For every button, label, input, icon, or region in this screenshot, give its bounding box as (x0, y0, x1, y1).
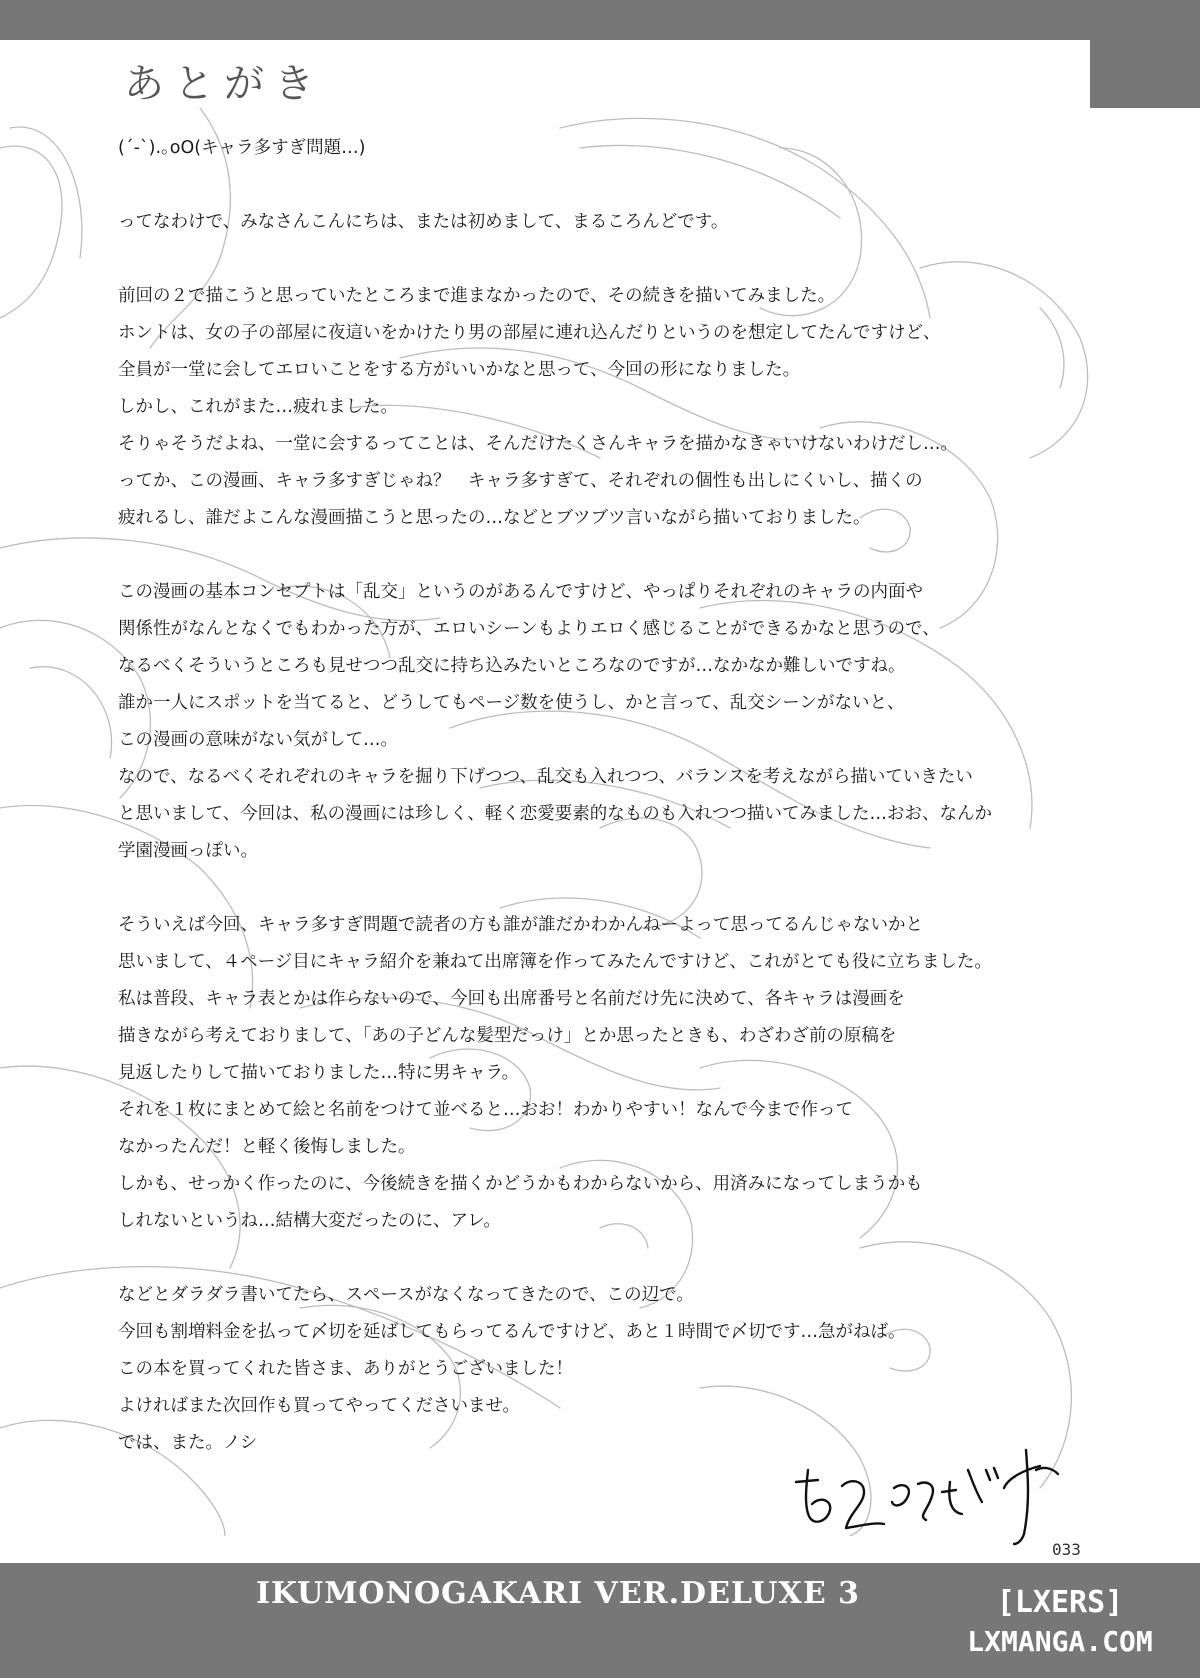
body-line: そりゃそうだよね、一堂に会するってことは、そんだけたくさんキャラを描かなきゃいけないわけだし…。 (118, 434, 958, 454)
body-line: 誰か一人にスポットを当てると、どうしてもページ数を使うし、かと言って、乱交シーンがないと、 (118, 693, 905, 713)
body-line: しかも、せっかく作ったのに、今後続きを描くかどうかもわからないから、用済みになってしまうかも (118, 1174, 923, 1194)
body-line: 思いまして、４ページ目にキャラ紹介を兼ねて出席簿を作ってみたんですけど、これがとても役に立ちました。 (118, 952, 992, 972)
body-line (118, 1240, 1048, 1277)
afterword-body (118, 130, 1048, 1462)
body-line (118, 870, 1048, 907)
handwritten-signature (790, 1440, 1070, 1550)
page-number: 033 (1052, 1540, 1081, 1559)
body-line: この本を買ってくれた皆さま、ありがとうございました！ (118, 1359, 573, 1379)
body-line: なかったんだ！と軽く後悔しました。 (118, 1137, 416, 1157)
body-line: 描きながら考えておりまして、「あの子どんな髪型だっけ」とか思ったときも、わざわざ前の原稿を (118, 1026, 897, 1046)
body-line: ってなわけで、みなさんこんにちは、または初めまして、まるころんどです。 (118, 212, 729, 232)
body-line: この漫画の意味がない気がして…。 (118, 730, 398, 750)
body-line: なので、なるべくそれぞれのキャラを掘り下げつつ、乱交も入れつつ、バランスを考えながら描いていきたい (118, 767, 973, 787)
body-line: (´-`).｡oO(キャラ多すぎ問題…) (118, 138, 366, 158)
body-line: ホントは、女の子の部屋に夜這いをかけたり男の部屋に連れ込んだりというのを想定してたんですけど、 (118, 323, 941, 343)
body-line: 全員が一堂に会してエロいことをする方がいいかなと思って、今回の形になりました。 (118, 360, 801, 380)
body-line: そういえば今回、キャラ多すぎ問題で読者の方も誰が誰だかわかんねーよって思ってるんじゃないかと (118, 915, 923, 935)
body-line: 見返したりして描いておりました…特に男キャラ。 (118, 1063, 520, 1083)
body-line: しかし、これがまた…疲れました。 (118, 397, 398, 417)
body-line: 疲れるし、誰だよこんな漫画描こうと思ったの…などとブツブツ言いながら描いておりました。 (118, 508, 871, 528)
body-line: と思いまして、今回は、私の漫画には珍しく、軽く恋愛要素的なものも入れつつ描いてみました…おお、なんか (118, 804, 992, 824)
body-line: それを１枚にまとめて絵と名前をつけて並べると…おお！わかりやすい！なんで今まで作って (118, 1100, 853, 1120)
page-title: あとがき (124, 61, 324, 107)
body-line: ってか、この漫画、キャラ多すぎじゃね？ キャラ多すぎて、それぞれの個性も出しにくいし、描くの (118, 471, 923, 491)
watermark (935, 1583, 1185, 1661)
watermark-site: LXMANGA.COM (967, 1625, 1153, 1658)
body-line: 私は普段、キャラ表とかは作らないので、今回も出席番号と名前だけ先に決めて、各キャラは漫画を (118, 989, 905, 1009)
body-line: なるべくそういうところも見せつつ乱交に持ち込みたいところなのですが…なかなか難しいですね。 (118, 656, 906, 676)
body-line: 学園漫画っぽい。 (118, 841, 258, 861)
body-line: 関係性がなんとなくでもわかった方が、エロいシーンもよりエロく感じることができるかなと思うので、 (118, 619, 940, 639)
body-line: この漫画の基本コンセプトは「乱交」というのがあるんですけど、やっぱりそれぞれのキャラの内面や (118, 582, 923, 602)
body-line (118, 241, 1048, 278)
body-line: などとダラダラ書いてたら、スペースがなくなってきたので、この辺で。 (118, 1285, 694, 1305)
body-line: しれないというね…結構大変だったのに、アレ。 (118, 1211, 501, 1231)
body-line: よければまた次回作も買ってやってくださいませ。 (118, 1396, 520, 1416)
body-line (118, 167, 1048, 204)
body-line: 今回も割増料金を払って〆切を延ばしてもらってるんですけど、あと１時間で〆切です…急がねば。 (118, 1322, 906, 1342)
body-line: では、また。ノシ (118, 1433, 258, 1453)
footer-book-title: IKUMONOGAKARI VER.DELUXE 3 (256, 1576, 861, 1611)
watermark-group-name: [LXERS] (996, 1585, 1124, 1620)
body-line: 前回の２で描こうと思っていたところまで進まなかったので、その続きを描いてみました。 (118, 286, 836, 306)
body-line (118, 537, 1048, 574)
